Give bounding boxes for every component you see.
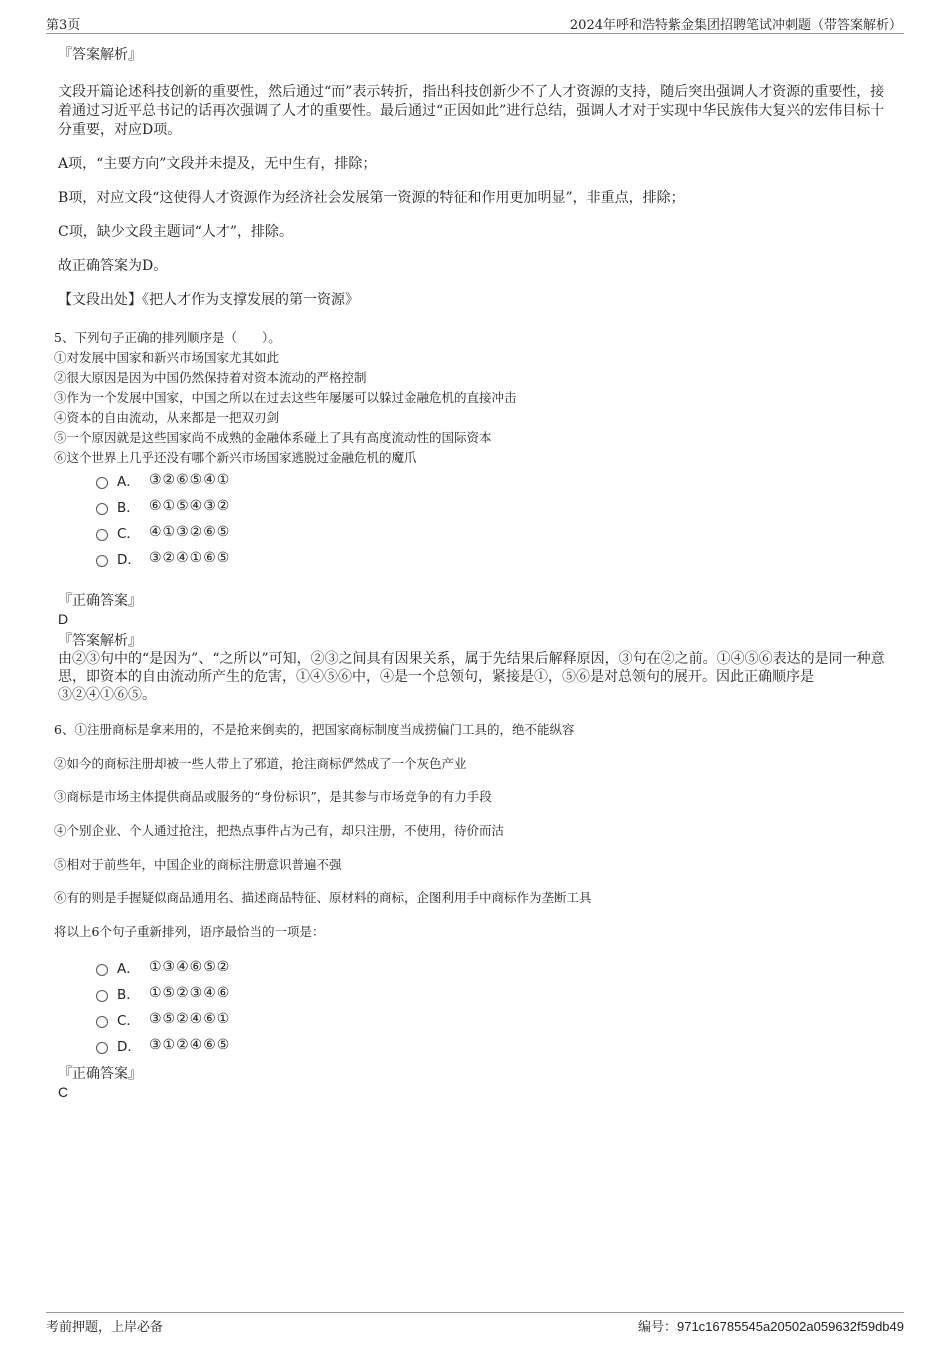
question-6-sentence: 6、①注册商标是拿来用的，不是抢来倒卖的，把国家商标制度当成捞偏门工具的，绝不能纵容 bbox=[54, 722, 575, 737]
radio-icon[interactable] bbox=[96, 990, 108, 1002]
analysis-option-a: A项，“主要方向”文段并未提及，无中生有，排除； bbox=[58, 156, 377, 172]
analysis-source: 【文段出处】《把人才作为支撑发展的第一资源》 bbox=[58, 292, 359, 308]
answer-title: 『正确答案』 bbox=[58, 593, 142, 609]
radio-icon[interactable] bbox=[96, 964, 108, 976]
question-5 bbox=[54, 328, 904, 468]
analysis-conclusion: 故正确答案为D。 bbox=[58, 258, 168, 274]
option-c[interactable]: C． ③⑤②④⑥① bbox=[96, 1006, 230, 1032]
question-5-sentence: ④资本的自由流动，从来都是一把双刃剑 bbox=[54, 410, 280, 425]
page-number: 第3页 bbox=[46, 18, 81, 33]
question-5-sentence: ⑤一个原因就是这些国家尚不成熟的金融体系碰上了具有高度流动性的国际资本 bbox=[54, 430, 492, 445]
option-a[interactable]: A． ③②⑥⑤④① bbox=[96, 467, 230, 493]
question-6-sentence: ⑥有的则是手握疑似商品通用名、描述商品特征、原材料的商标，企图利用手中商标作为垄断工具 bbox=[54, 890, 592, 906]
analysis-title: 『答案解析』 bbox=[58, 47, 142, 63]
question-5-stem: 5、下列句子正确的排列顺序是（ ）。 bbox=[54, 330, 281, 345]
radio-icon[interactable] bbox=[96, 529, 108, 541]
analysis-title: 『答案解析』 bbox=[58, 633, 142, 649]
question-6-sentence: ②如今的商标注册却被一些人带上了邪道，抢注商标俨然成了一个灰色产业 bbox=[54, 755, 467, 771]
footer-slogan: 考前押题，上岸必备 bbox=[46, 1320, 164, 1335]
option-c[interactable]: C． ④①③②⑥⑤ bbox=[96, 519, 230, 545]
question-6-options bbox=[96, 954, 230, 1058]
option-b[interactable]: B． ①⑤②③④⑥ bbox=[96, 980, 230, 1006]
document-code-label: 编号： bbox=[637, 1320, 677, 1335]
answer-value: D bbox=[58, 611, 69, 627]
radio-icon[interactable] bbox=[96, 555, 108, 567]
question-5-answer bbox=[58, 592, 142, 650]
question-6-sentence: ③商标是市场主体提供商品或服务的“身份标识”，是其参与市场竞争的有力手段 bbox=[54, 789, 492, 805]
question-6-instruction: 将以上6个句子重新排列，语序最恰当的一项是： bbox=[54, 924, 325, 940]
question-6-sentence: ④个别企业、个人通过抢注，把热点事件占为己有，却只注册，不使用，待价而沽 bbox=[54, 823, 505, 839]
question-5-options bbox=[96, 467, 230, 571]
option-b[interactable]: B． ⑥①⑤④③② bbox=[96, 493, 230, 519]
question-5-sentence: ③作为一个发展中国家，中国之所以在过去这些年屡屡可以躲过金融危机的直接冲击 bbox=[54, 390, 517, 405]
document-code bbox=[638, 1316, 904, 1335]
answer-value: C bbox=[58, 1084, 69, 1100]
answer-title: 『正确答案』 bbox=[58, 1066, 142, 1082]
radio-icon[interactable] bbox=[96, 1042, 108, 1054]
document-title: 2024年呼和浩特紫金集团招聘笔试冲刺题（带答案解析） bbox=[569, 18, 902, 33]
option-d[interactable]: D． ③①②④⑥⑤ bbox=[96, 1032, 230, 1058]
question-5-sentence: ①对发展中国家和新兴市场国家尤其如此 bbox=[54, 350, 280, 365]
question-5-analysis: 由②③句中的“是因为”、“之所以”可知，②③之间具有因果关系，属于先结果后解释原因，③句在②之前。①④⑤⑥表达的是同一种意思，即资本的自由流动所产生的危害，①④⑤⑥中，④是一个总领句，紧接是①，⑤⑥是对总领句的展开。因此正确顺序是③②④①⑥⑤。 bbox=[58, 651, 885, 703]
question-5-sentence: ⑥这个世界上几乎还没有哪个新兴市场国家逃脱过金融危机的魔爪 bbox=[54, 450, 417, 465]
header-divider bbox=[46, 33, 904, 34]
previous-question-analysis bbox=[58, 46, 898, 325]
footer-divider bbox=[46, 1312, 904, 1313]
question-6-answer bbox=[58, 1065, 142, 1101]
option-a[interactable]: A． ①③④⑥⑤② bbox=[96, 954, 230, 980]
question-5-sentence: ②很大原因是因为中国仍然保持着对资本流动的严格控制 bbox=[54, 370, 367, 385]
option-d[interactable]: D． ③②④①⑥⑤ bbox=[96, 545, 230, 571]
analysis-paragraph: 文段开篇论述科技创新的重要性，然后通过“而”表示转折，指出科技创新少不了人才资源的支持，随后突出强调人才资源的重要性，接着通过习近平总书记的话再次强调了人才的重要性。最后通过“正因如此”进行总结，强调人才对于实现中华民族伟大复兴的宏伟目标十分重要，对应D项。 bbox=[58, 84, 885, 138]
question-6 bbox=[54, 720, 904, 956]
radio-icon[interactable] bbox=[96, 1016, 108, 1028]
question-6-sentence: ⑤相对于前些年，中国企业的商标注册意识普遍不强 bbox=[54, 856, 342, 872]
analysis-option-b: B项，对应文段“这使得人才资源作为经济社会发展第一资源的特征和作用更加明显”，非重点，排除； bbox=[58, 190, 685, 206]
analysis-option-c: C项，缺少文段主题词“人才”，排除。 bbox=[58, 224, 294, 240]
radio-icon[interactable] bbox=[96, 477, 108, 489]
document-code-value: 971c16785545a20502a059632f59db49 bbox=[676, 1319, 904, 1334]
radio-icon[interactable] bbox=[96, 503, 108, 515]
